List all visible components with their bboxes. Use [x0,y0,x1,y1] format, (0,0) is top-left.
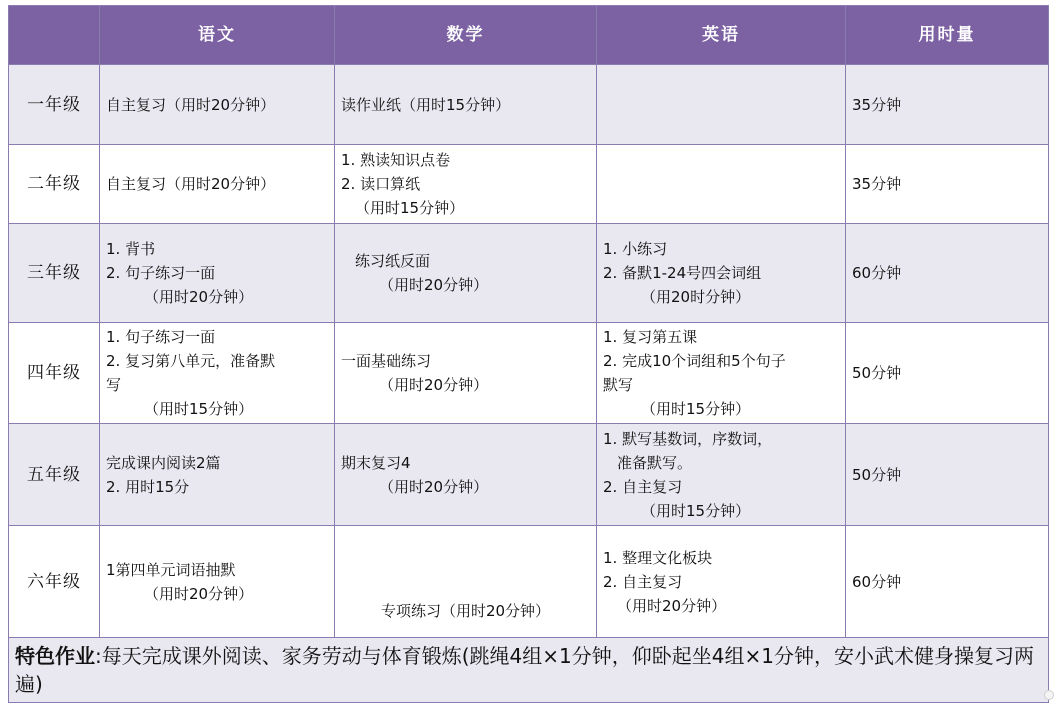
header-corner [9,6,100,65]
cell-line: （用时20分钟） [144,288,254,306]
cell-line: （用时15分钟） [355,199,465,217]
table-row [9,145,1049,224]
cell-line: 2. 备默1-24号四会词组 [603,264,762,282]
grade-cell: 一年级 [9,65,100,145]
cell-line: 自主复习（用时20分钟） [106,175,276,193]
cell-line: 1. 熟读知识点卷 [341,151,451,169]
cell-line: （用时20分钟） [379,376,489,394]
english-cell [597,526,846,638]
cell-line: 练习纸反面 [355,252,431,270]
cell-line: （用时15分钟） [641,501,751,520]
note-label: 特色作业 [15,644,95,668]
cell-line: 2. 自主复习 [603,477,683,496]
cell-line: 1. 复习第五课 [603,328,698,346]
cell-line: （用20时分钟） [641,288,751,306]
cell-line: 2. 复习第八单元，准备默 [106,352,276,370]
chinese-cell [100,224,335,323]
header-row [9,6,1049,65]
cell-line: 2. 自主复习 [603,572,683,591]
cell-line: 2. 读口算纸 [341,175,421,193]
cell-line: 1. 句子练习一面 [106,328,216,346]
cell-line: 期末复习4 [341,453,411,472]
time-cell: 60分钟 [846,224,1049,323]
note-row [9,638,1049,703]
grade-cell: 二年级 [9,145,100,224]
math-cell [335,323,597,424]
cell-line: （用时20分钟） [144,584,254,603]
cell-line: （用时20分钟） [617,596,727,615]
chinese-cell [100,323,335,424]
english-cell [597,145,846,224]
table-row [9,323,1049,424]
time-cell: 35分钟 [846,65,1049,145]
english-cell [597,424,846,526]
header-math: 数学 [335,6,597,65]
cell-line: （用时15分钟） [144,400,254,418]
math-cell [335,65,597,145]
time-cell: 50分钟 [846,424,1049,526]
time-cell: 50分钟 [846,323,1049,424]
cell-line: 2. 用时15分 [106,477,190,496]
cell-line: 专项练习（用时20分钟） [380,602,551,620]
corner-handle-icon [1044,690,1054,700]
grade-cell: 六年级 [9,526,100,638]
english-cell [597,224,846,323]
table-row [9,224,1049,323]
chinese-cell [100,424,335,526]
cell-line: （用时20分钟） [379,276,489,294]
time-cell: 35分钟 [846,145,1049,224]
cell-line: 2. 完成10个词组和5个句子 [603,352,786,370]
cell-line: 写 [106,376,122,394]
english-cell [597,65,846,145]
cell-line: 2. 句子练习一面 [106,264,216,282]
cell-line: 1第四单元词语抽默 [106,560,236,579]
english-cell [597,323,846,424]
time-cell: 60分钟 [846,526,1049,638]
cell-line: 读作业纸（用时15分钟） [341,95,511,114]
header-chinese: 语文 [100,6,335,65]
math-cell [335,424,597,526]
homework-table [8,5,1049,703]
chinese-cell [100,65,335,145]
cell-line: 完成课内阅读2篇 [106,453,221,472]
cell-line: 1. 整理文化板块 [603,548,713,567]
header-time: 用时量 [846,6,1049,65]
math-cell [335,526,597,638]
chinese-cell [100,145,335,224]
chinese-cell [100,526,335,638]
math-cell [335,145,597,224]
cell-line: 自主复习（用时20分钟） [106,95,276,114]
cell-line: 1. 默写基数词，序数词， [603,429,773,448]
math-cell [335,224,597,323]
cell-line: （用时15分钟） [641,400,751,418]
grade-cell: 三年级 [9,224,100,323]
grade-cell: 四年级 [9,323,100,424]
cell-line: 1. 小练习 [603,240,668,258]
grade-cell: 五年级 [9,424,100,526]
table-row [9,424,1049,526]
table-row [9,65,1049,145]
cell-line: 准备默写。 [617,453,693,472]
table-row [9,526,1049,638]
cell-line: 默写 [603,376,634,394]
cell-line: 一面基础练习 [341,352,432,370]
cell-line: 1. 背书 [106,240,156,258]
header-english: 英语 [597,6,846,65]
note-text: :每天完成课外阅读、家务劳动与体育锻炼(跳绳4组×1分钟，仰卧起坐4组×1分钟，安小武术健身操复习两遍) [15,644,1034,696]
special-homework-note [9,638,1049,703]
cell-line: （用时20分钟） [379,477,489,496]
